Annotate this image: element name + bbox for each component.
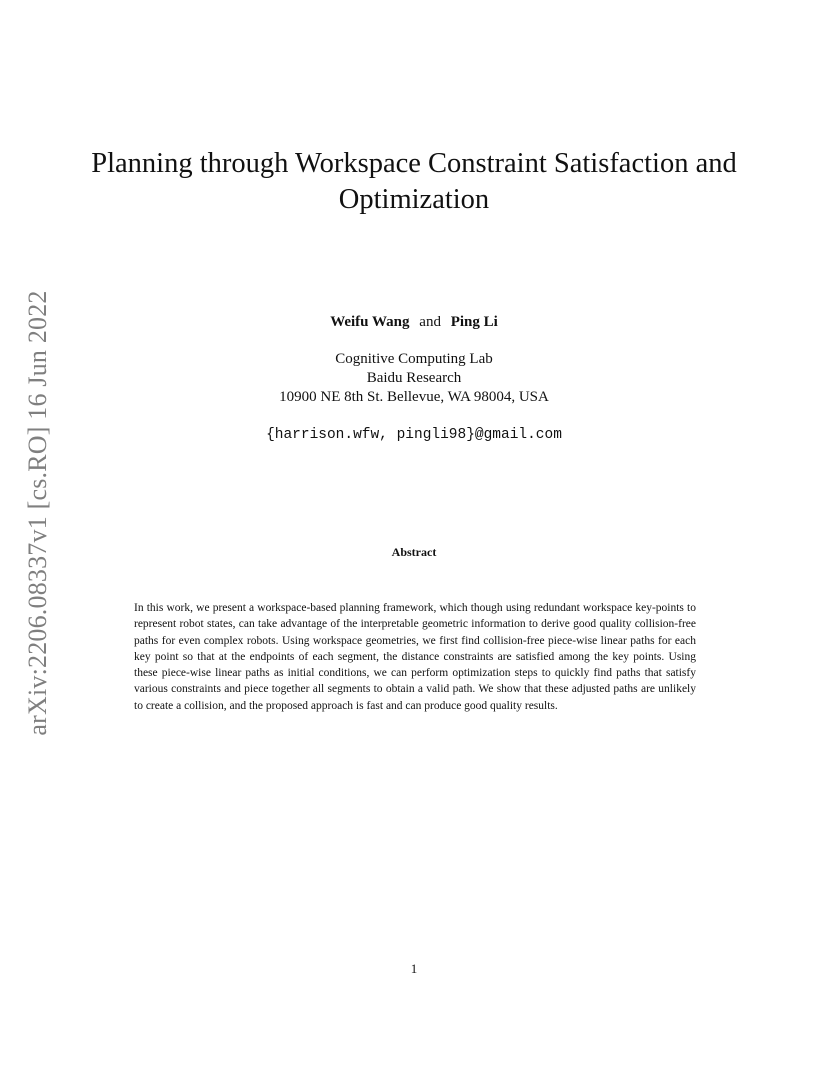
abstract-body: In this work, we present a workspace-based planning framework, which though using redundant workspace key-points to represent robot states, can take advantage of the interpretable geometric information to derive good quality collision-free paths for even complex robots. Using workspace geometries, we first find collision-free piece-wise linear paths for each key point so that at the endpoints of each segment, the distance constraints are satisfied among the key points. Using these piece-wise linear paths as initial conditions, we can perform optimization steps to quickly find paths that satisfy various constraints and piece together all segments to obtain a valid path. We show that these adjusted paths are unlikely to create a collision, and the proposed approach is fast and can produce good quality results. [134,602,696,712]
arxiv-identifier-stamp: arXiv:2206.08337v1 [cs.RO] 16 Jun 2022 [23,290,52,736]
page-number: 1 [410,961,418,976]
paper-title: Planning through Workspace Constraint Satisfaction and Optimization [91,148,737,215]
author-line [0,312,828,332]
affiliation-lab: Cognitive Computing Lab [335,351,493,367]
abstract-heading: Abstract [391,545,437,559]
author-separator: and [419,314,441,330]
author-email: {harrison.wfw, pingli98}@gmail.com [266,427,562,443]
author-name-second: Ping Li [450,314,498,330]
affiliation-organization: Baidu Research [366,370,462,386]
affiliation-address: 10900 NE 8th St. Bellevue, WA 98004, USA [279,389,549,405]
affiliation-block [0,350,828,407]
author-name-first: Weifu Wang [330,314,410,330]
